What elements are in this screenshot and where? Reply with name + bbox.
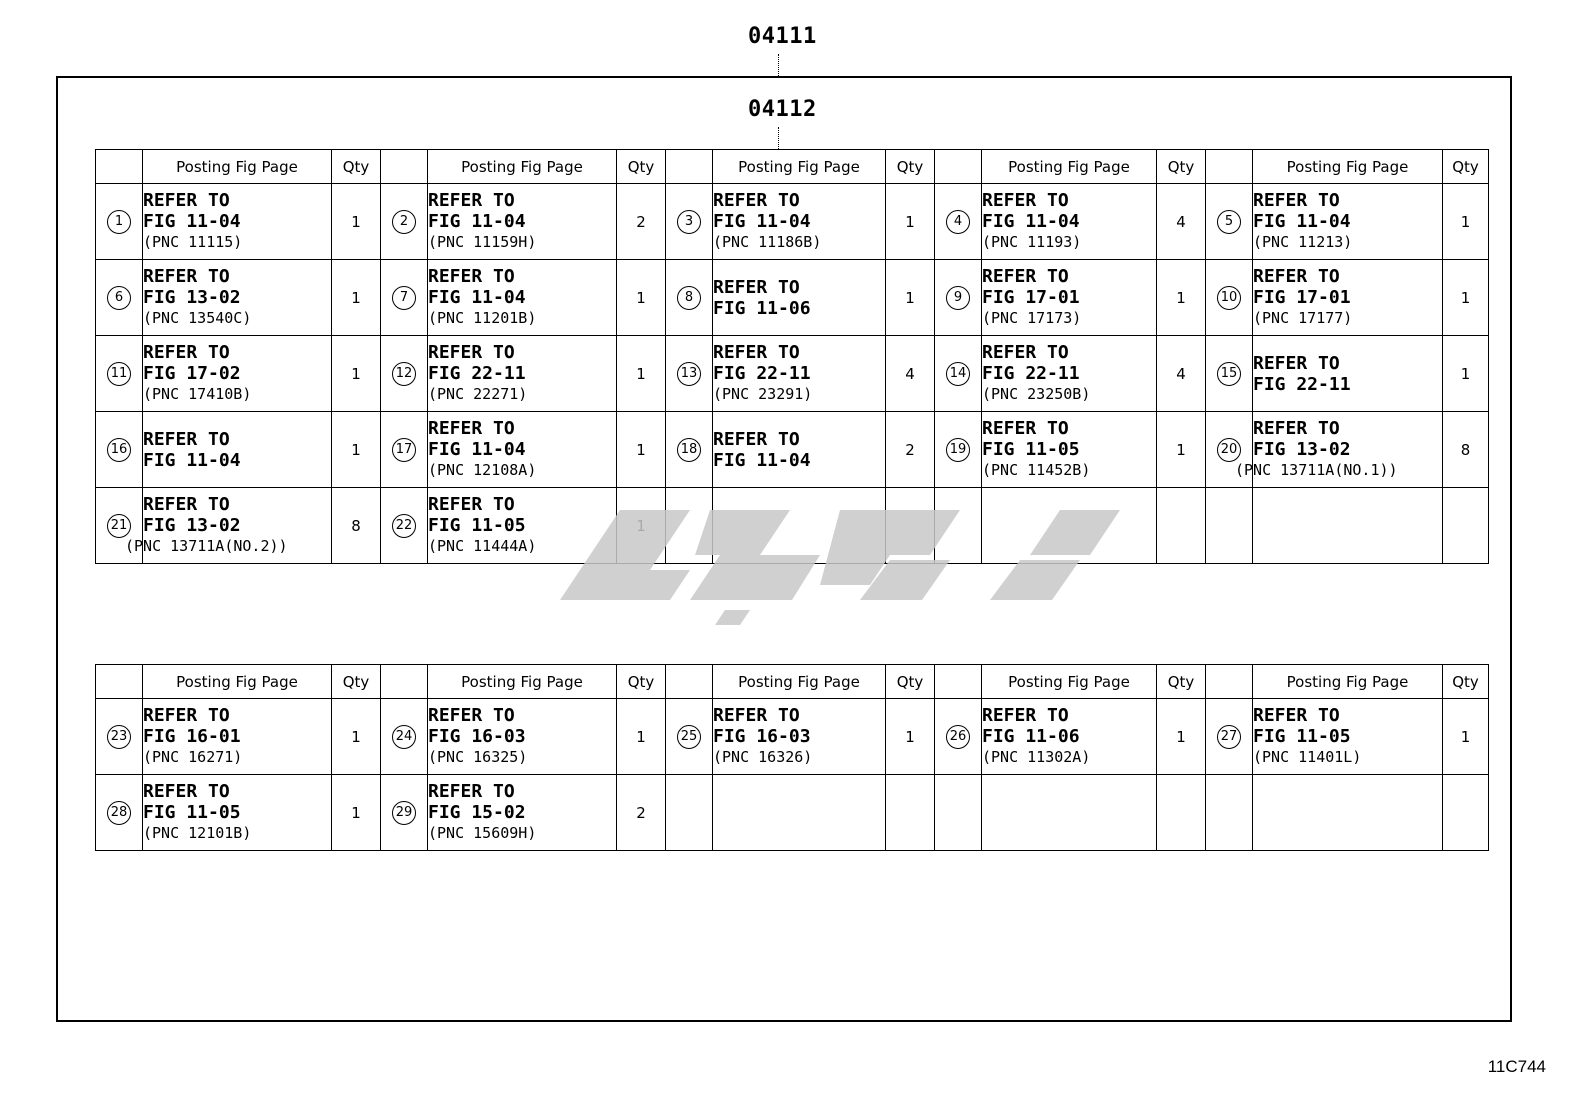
callout-cell (381, 412, 428, 488)
posting-ref-cell (428, 336, 617, 412)
qty-cell (1157, 488, 1206, 564)
callout-cell (381, 488, 428, 564)
leader-line-top (778, 54, 779, 76)
callout-cell (935, 260, 982, 336)
pnc-text: (PNC 13540C) (143, 309, 252, 327)
pnc-text: (PNC 15609H) (428, 824, 537, 842)
callout-number: 7 (392, 286, 416, 310)
callout-cell (666, 336, 713, 412)
callout-number: 21 (107, 514, 131, 538)
qty-cell: 1 (1443, 336, 1489, 412)
callout-number: 1 (107, 210, 131, 234)
fig-ref-text: FIG 11-04 (713, 449, 811, 471)
callout-cell (666, 184, 713, 260)
assembly-label-04111: 04111 (748, 24, 817, 49)
fig-ref-text: FIG 17-01 (982, 287, 1080, 308)
posting-ref-cell (982, 260, 1157, 336)
qty-cell: 4 (886, 336, 935, 412)
header-row (96, 665, 1489, 699)
fig-ref-text: FIG 13-02 (1253, 439, 1351, 460)
header-posting: Posting Fig Page (428, 665, 617, 699)
callout-cell (1206, 260, 1253, 336)
fig-ref-text: FIG 16-01 (143, 726, 241, 747)
qty-cell: 1 (617, 336, 666, 412)
callout-cell (935, 699, 982, 775)
header-num (935, 150, 982, 184)
qty-cell: 1 (1443, 699, 1489, 775)
callout-cell (96, 184, 143, 260)
header-num (96, 150, 143, 184)
pnc-text: (PNC 11444A) (428, 537, 537, 555)
header-qty: Qty (332, 665, 381, 699)
pnc-text: (PNC 11193) (982, 233, 1082, 251)
callout-number: 18 (677, 438, 701, 462)
fig-ref-text: FIG 22-11 (1253, 373, 1351, 395)
qty-cell: 1 (886, 184, 935, 260)
header-posting: Posting Fig Page (428, 150, 617, 184)
posting-ref-cell (1253, 488, 1443, 564)
posting-ref-cell (982, 336, 1157, 412)
posting-ref-cell (143, 775, 332, 851)
callout-cell (1206, 488, 1253, 564)
fig-ref-text: FIG 11-05 (428, 515, 526, 536)
posting-ref-cell (1253, 260, 1443, 336)
posting-ref-cell (713, 184, 886, 260)
header-qty: Qty (1443, 665, 1489, 699)
posting-ref-cell (713, 336, 886, 412)
callout-number: 24 (392, 725, 416, 749)
header-qty: Qty (1157, 150, 1206, 184)
header-row (96, 150, 1489, 184)
callout-number: 8 (677, 286, 701, 310)
refer-to-text: REFER TO (428, 266, 515, 287)
pnc-text: (PNC 17410B) (143, 385, 252, 403)
pnc-text: (PNC 16325) (428, 748, 528, 766)
callout-number: 19 (946, 438, 970, 462)
table-row (96, 775, 1489, 851)
header-qty: Qty (617, 150, 666, 184)
pnc-text: (PNC 17173) (982, 309, 1082, 327)
qty-cell: 8 (1443, 412, 1489, 488)
pnc-text: (PNC 23250B) (982, 385, 1091, 403)
callout-cell (1206, 184, 1253, 260)
refer-to-text: REFER TO (143, 781, 230, 802)
posting-ref-cell (428, 184, 617, 260)
qty-cell: 1 (332, 412, 381, 488)
pnc-text: (PNC 13711A(NO.1)) (1235, 461, 1398, 479)
callout-cell (96, 336, 143, 412)
qty-cell: 4 (1157, 336, 1206, 412)
callout-number: 13 (677, 362, 701, 386)
qty-cell: 1 (617, 699, 666, 775)
fig-ref-text: FIG 11-06 (982, 726, 1080, 747)
refer-to-text: REFER TO (428, 190, 515, 211)
callout-number: 2 (392, 210, 416, 234)
refer-to-text: REFER TO (713, 276, 800, 298)
callout-number: 11 (107, 362, 131, 386)
refer-to-text: REFER TO (1253, 705, 1340, 726)
posting-ref-cell (143, 699, 332, 775)
callout-cell (1206, 699, 1253, 775)
pnc-text: (PNC 11115) (143, 233, 243, 251)
refer-to-text: REFER TO (982, 418, 1069, 439)
table-row (96, 184, 1489, 260)
fig-ref-text: FIG 22-11 (713, 363, 811, 384)
refer-to-text: REFER TO (428, 342, 515, 363)
refer-to-text: REFER TO (1253, 190, 1340, 211)
posting-ref-cell (125, 488, 332, 564)
qty-cell: 1 (332, 184, 381, 260)
header-posting: Posting Fig Page (143, 665, 332, 699)
header-qty: Qty (886, 150, 935, 184)
callout-number: 16 (107, 438, 131, 462)
callout-number: 29 (392, 801, 416, 825)
qty-cell: 2 (617, 775, 666, 851)
fig-ref-text: FIG 15-02 (428, 802, 526, 823)
fig-ref-text: FIG 11-06 (713, 297, 811, 319)
fig-ref-text: FIG 11-04 (1253, 211, 1351, 232)
header-num (381, 150, 428, 184)
watermark-logo (560, 470, 1140, 630)
fig-ref-text: FIG 13-02 (143, 287, 241, 308)
refer-to-text: REFER TO (143, 190, 230, 211)
callout-cell (381, 336, 428, 412)
pnc-text: (PNC 23291) (713, 385, 813, 403)
refer-to-text: REFER TO (143, 266, 230, 287)
callout-number: 17 (392, 438, 416, 462)
callout-number: 9 (946, 286, 970, 310)
header-num (666, 150, 713, 184)
table-row (96, 260, 1489, 336)
table-row (96, 699, 1489, 775)
qty-cell: 1 (332, 699, 381, 775)
qty-cell: 1 (617, 260, 666, 336)
callout-cell (1206, 775, 1253, 851)
refer-to-text: REFER TO (982, 342, 1069, 363)
callout-number: 10 (1217, 286, 1241, 310)
fig-ref-text: FIG 22-11 (428, 363, 526, 384)
qty-cell: 8 (332, 488, 381, 564)
refer-to-text: REFER TO (713, 190, 800, 211)
refer-to-text: REFER TO (713, 342, 800, 363)
leader-line-inner (778, 127, 779, 149)
posting-ref-cell (143, 412, 332, 488)
callout-cell (96, 412, 143, 488)
header-posting: Posting Fig Page (713, 665, 886, 699)
header-posting: Posting Fig Page (143, 150, 332, 184)
header-posting: Posting Fig Page (982, 150, 1157, 184)
header-posting: Posting Fig Page (1253, 150, 1443, 184)
pnc-text: (PNC 11302A) (982, 748, 1091, 766)
callout-cell (96, 775, 143, 851)
refer-to-text: REFER TO (143, 494, 230, 515)
callout-number: 5 (1217, 210, 1241, 234)
header-qty: Qty (617, 665, 666, 699)
fig-ref-text: FIG 11-04 (143, 211, 241, 232)
pnc-text: (PNC 11159H) (428, 233, 537, 251)
header-qty: Qty (886, 665, 935, 699)
posting-ref-cell (982, 699, 1157, 775)
header-num (1206, 665, 1253, 699)
callout-cell (935, 336, 982, 412)
qty-cell: 4 (1157, 184, 1206, 260)
posting-ref-cell (713, 699, 886, 775)
qty-cell: 1 (886, 260, 935, 336)
header-num (96, 665, 143, 699)
refer-to-text: REFER TO (1253, 266, 1340, 287)
posting-ref-cell (428, 260, 617, 336)
callout-number: 27 (1217, 725, 1241, 749)
refer-to-text: REFER TO (143, 428, 230, 450)
refer-to-text: REFER TO (428, 781, 515, 802)
qty-cell: 1 (332, 336, 381, 412)
assembly-label-04112: 04112 (748, 97, 817, 122)
posting-ref-cell (1253, 336, 1443, 412)
callout-number: 22 (392, 514, 416, 538)
fig-ref-text: FIG 11-04 (982, 211, 1080, 232)
callout-cell (96, 260, 143, 336)
table-row (96, 336, 1489, 412)
qty-cell: 1 (1443, 260, 1489, 336)
qty-cell (1443, 775, 1489, 851)
fig-ref-text: FIG 11-05 (982, 439, 1080, 460)
posting-ref-cell (713, 775, 886, 851)
refer-to-text: REFER TO (713, 705, 800, 726)
callout-number: 20 (1217, 438, 1241, 462)
callout-number: 28 (107, 801, 131, 825)
fig-ref-text: FIG 11-04 (428, 211, 526, 232)
header-num (381, 665, 428, 699)
posting-ref-cell (428, 699, 617, 775)
pnc-text: (PNC 16326) (713, 748, 813, 766)
posting-ref-cell (713, 260, 886, 336)
callout-number: 26 (946, 725, 970, 749)
callout-number: 12 (392, 362, 416, 386)
pnc-text: (PNC 17177) (1253, 309, 1353, 327)
qty-cell: 1 (332, 260, 381, 336)
callout-number: 3 (677, 210, 701, 234)
qty-cell (1443, 488, 1489, 564)
qty-cell: 2 (886, 412, 935, 488)
header-num (666, 665, 713, 699)
header-posting: Posting Fig Page (982, 665, 1157, 699)
refer-to-text: REFER TO (1253, 418, 1340, 439)
pnc-text: (PNC 16271) (143, 748, 243, 766)
fig-ref-text: FIG 17-01 (1253, 287, 1351, 308)
callout-cell (381, 699, 428, 775)
refer-to-text: REFER TO (982, 705, 1069, 726)
qty-cell (1157, 775, 1206, 851)
header-num (1206, 150, 1253, 184)
refer-to-text: REFER TO (143, 342, 230, 363)
qty-cell: 1 (1157, 412, 1206, 488)
callout-cell (381, 775, 428, 851)
fig-ref-text: FIG 16-03 (713, 726, 811, 747)
posting-ref-cell (982, 184, 1157, 260)
refer-to-text: REFER TO (143, 705, 230, 726)
refer-to-text: REFER TO (428, 418, 515, 439)
header-qty: Qty (1443, 150, 1489, 184)
fig-ref-text: FIG 11-04 (428, 287, 526, 308)
posting-ref-cell (1253, 699, 1443, 775)
pnc-text: (PNC 11452B) (982, 461, 1091, 479)
callout-cell (666, 775, 713, 851)
posting-ref-cell (143, 260, 332, 336)
fig-ref-text: FIG 17-02 (143, 363, 241, 384)
callout-number: 15 (1217, 362, 1241, 386)
callout-cell (666, 260, 713, 336)
pnc-text: (PNC 22271) (428, 385, 528, 403)
qty-cell: 2 (617, 184, 666, 260)
callout-number: 4 (946, 210, 970, 234)
pnc-text: (PNC 13711A(NO.2)) (125, 537, 288, 555)
figure-code: 11C744 (1487, 1057, 1546, 1076)
refer-to-text: REFER TO (713, 428, 800, 450)
refer-to-text: REFER TO (1253, 352, 1340, 374)
fig-ref-text: FIG 22-11 (982, 363, 1080, 384)
qty-cell: 1 (886, 699, 935, 775)
posting-ref-cell (143, 184, 332, 260)
refer-to-text: REFER TO (982, 190, 1069, 211)
parts-table-2 (95, 664, 1489, 851)
pnc-text: (PNC 12108A) (428, 461, 537, 479)
pnc-text: (PNC 11401L) (1253, 748, 1362, 766)
fig-ref-text: FIG 11-04 (428, 439, 526, 460)
posting-ref-cell (982, 775, 1157, 851)
callout-cell (1206, 336, 1253, 412)
qty-cell: 1 (1157, 260, 1206, 336)
qty-cell: 1 (1443, 184, 1489, 260)
header-qty: Qty (332, 150, 381, 184)
posting-ref-cell (1235, 412, 1443, 488)
callout-cell (935, 184, 982, 260)
pnc-text: (PNC 11213) (1253, 233, 1353, 251)
callout-number: 25 (677, 725, 701, 749)
pnc-text: (PNC 11201B) (428, 309, 537, 327)
callout-number: 14 (946, 362, 970, 386)
fig-ref-text: FIG 11-04 (143, 449, 241, 471)
fig-ref-text: FIG 13-02 (143, 515, 241, 536)
header-num (935, 665, 982, 699)
callout-cell (381, 260, 428, 336)
posting-ref-cell (1253, 184, 1443, 260)
header-posting: Posting Fig Page (1253, 665, 1443, 699)
fig-ref-text: FIG 11-05 (143, 802, 241, 823)
qty-cell: 1 (332, 775, 381, 851)
refer-to-text: REFER TO (982, 266, 1069, 287)
posting-ref-cell (1253, 775, 1443, 851)
pnc-text: (PNC 11186B) (713, 233, 822, 251)
fig-ref-text: FIG 16-03 (428, 726, 526, 747)
callout-cell (96, 699, 143, 775)
pnc-text: (PNC 12101B) (143, 824, 252, 842)
posting-ref-cell (143, 336, 332, 412)
posting-ref-cell (428, 775, 617, 851)
qty-cell (886, 775, 935, 851)
callout-cell (666, 699, 713, 775)
callout-number: 23 (107, 725, 131, 749)
fig-ref-text: FIG 11-04 (713, 211, 811, 232)
fig-ref-text: FIG 11-05 (1253, 726, 1351, 747)
header-qty: Qty (1157, 665, 1206, 699)
header-posting: Posting Fig Page (713, 150, 886, 184)
callout-cell (935, 775, 982, 851)
refer-to-text: REFER TO (428, 494, 515, 515)
callout-number: 6 (107, 286, 131, 310)
refer-to-text: REFER TO (428, 705, 515, 726)
callout-cell (381, 184, 428, 260)
qty-cell: 1 (617, 412, 666, 488)
qty-cell: 1 (1157, 699, 1206, 775)
